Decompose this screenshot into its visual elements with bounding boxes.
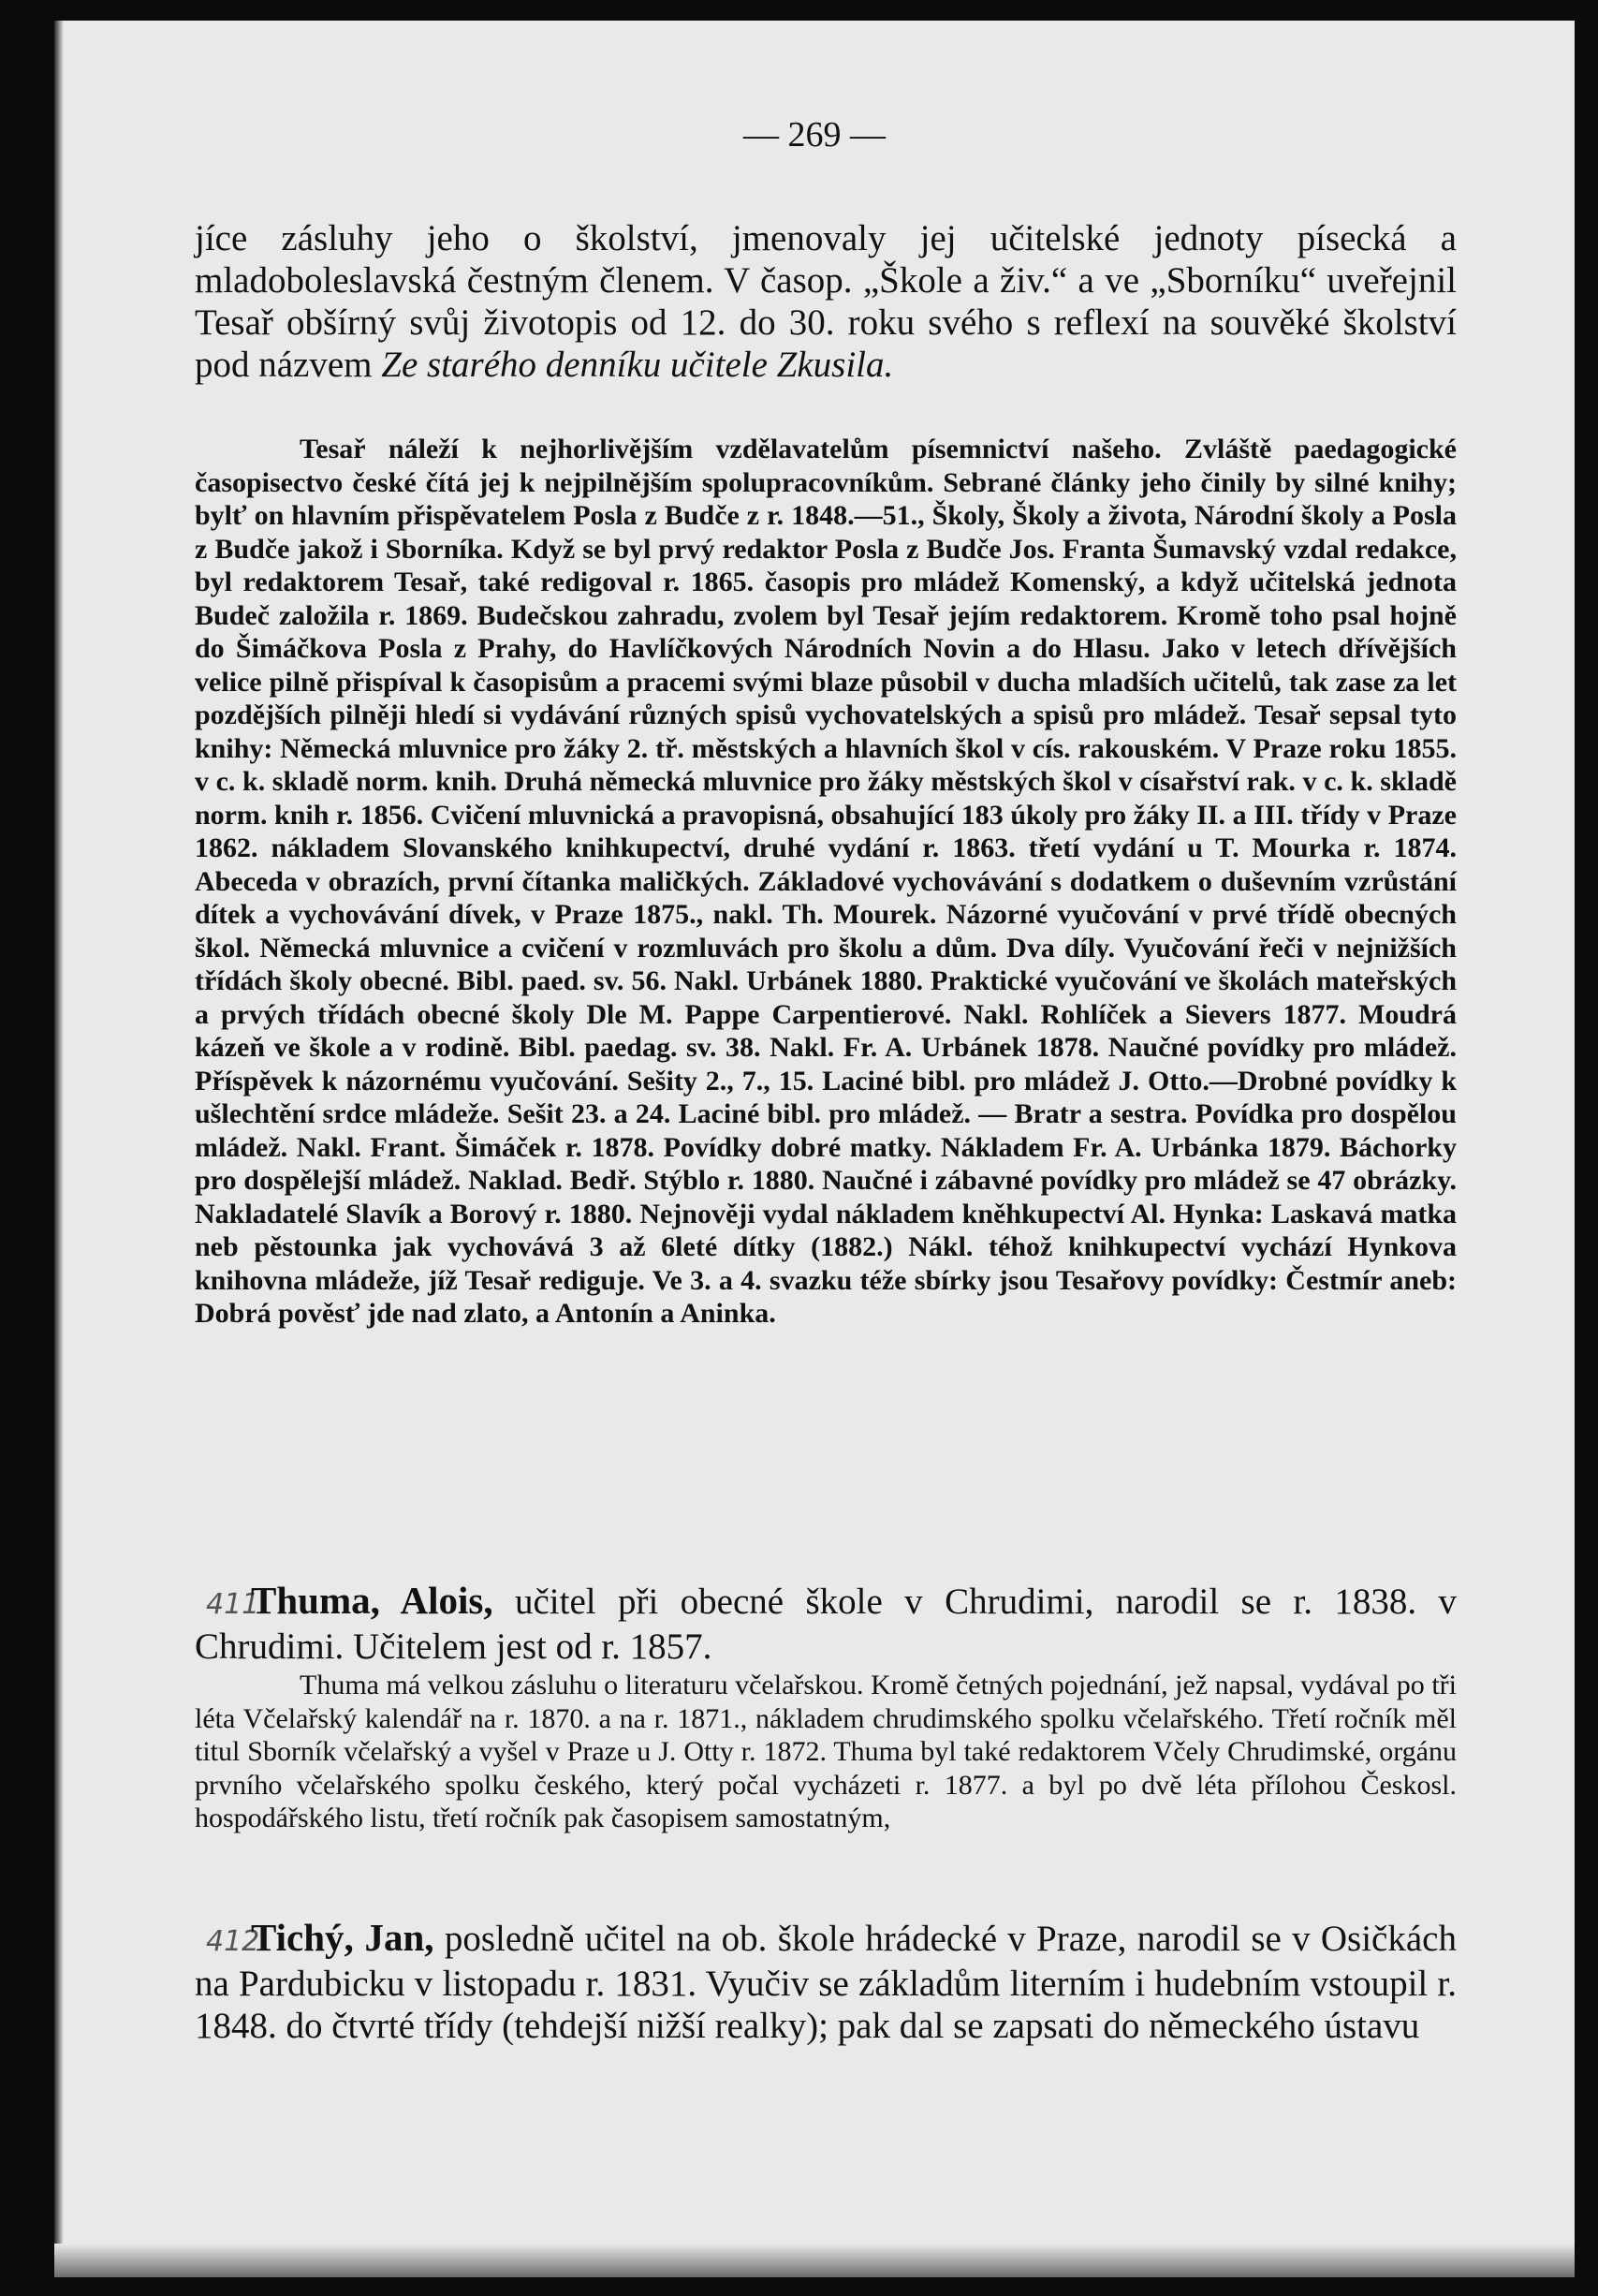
handwritten-number: 411 [206, 1588, 260, 1621]
book-binding-edge [54, 21, 64, 2277]
paragraph-continuation [195, 217, 1457, 386]
entry-name: Thuma, Alois, [251, 1579, 493, 1622]
page-bottom-shadow [54, 2244, 1575, 2277]
paragraph-text: jíce zásluhy jeho o školství, jmenovaly jej učitelské jednoty písecká a mladoboleslavská čestným členem. V časop. „Škole a živ.“ a ve „Sborníku“ uveřejnil Tesař obšírný svůj životopis od 12. do 30. roku svého s reflexí na souvěké školství pod názvem [195, 218, 1457, 385]
handwritten-number: 412 [206, 1925, 260, 1958]
entry-heading-tichy [195, 1917, 1457, 2047]
paragraph-bibliography: Tesař náleží k nejhorlivějším vzdělavatelům písemnictví našeho. Zvláště paedagogické časopisectvo české čítá jej k nejpilnějším spolupracovníkům. Sebrané články jeho činily by silné knihy; bylť on hlavním přispěvatelem Posla z Budče z r. 1848.—51., Školy, Školy a života, Národní školy a Posla z Budče jakož i Sborníka. Když se byl prvý redaktor Posla z Budče Jos. Franta Šumavský vzdal redakce, byl redaktorem Tesař, také redigoval r. 1865. časopis pro mládež Komenský, a když učitelská jednota Budeč založila r. 1869. Budečskou zahradu, zvolem byl Tesař jejím redaktorem. Kromě toho psal hojně do Šimáčkova Posla z Prahy, do Havlíčkových Národních Novin a do Hlasu. Jako v letech dřívějších velice pilně přispíval k časopisům a pracemi svými blaze působil v ducha mladších učitelů, tak zase za let pozdějších pilněji hledí si vydávání různých spisů vychovatelských a spisů pro mládež. Tesař sepsal tyto knihy: Německá mluvnice pro žáky 2. tř. městských a hlavních škol v cís. rakouském. V Praze roku 1855. v c. k. skladě norm. knih. Druhá německá mluvnice pro žáky městských škol v císařství rak. v c. k. skladě norm. knih r. 1856. Cvičení mluvnická a pravopisná, obsahující 183 úkoly pro žáky II. a III. třídy v Praze 1862. nákladem Slovanského knihkupectví, druhé vydání r. 1863. třetí vydání u T. Mourka r. 1874. Abeceda v obrazích, první čítanka maličkých. Základové vychovávání s dodatkem o duševním vzrůstání dítek a vychovávání dívek, v Praze 1875., nakl. Th. Mourek. Názorné vyučování v prvé třídě obecných škol. Německá mluvnice a cvičení v rozmluvách pro školu a dům. Dva díly. Vyučování řeči v nejnižších třídách školy obecné. Bibl. paed. sv. 56. Nakl. Urbánek 1880. Praktické vyučování ve školách mateřských a prvých třídách obecné školy Dle M. Pappe Carpentierové. Nakl. Rohlíček a Sievers 1877. Moudrá kázeň ve škole a v rodině. Bibl. paedag. sv. 38. Nakl. Fr. A. Urbánek 1878. Naučné povídky pro mládež. Příspěvek k názornému vyučování. Sešity 2., 7., 15. Laciné bibl. pro mládež J. Otto.—Drobné povídky k ušlechtění srdce mládeže. Sešit 23. a 24. Laciné bibl. pro mládež. — Bratr a sestra. Povídka pro dospělou mládež. Nakl. Frant. Šimáček r. 1878. Povídky dobré matky. Nákladem Fr. A. Urbánka 1879. Báchorky pro dospělejší mládež. Naklad. Bedř. Stýblo r. 1880. Naučné i zábavné povídky pro mládež se 47 obrázky. Nakladatelé Slavík a Borový r. 1880. Nejnověji vydal nákladem kněhkupectví Al. Hynka: Laskavá matka neb pěstounka jak vychovává 3 až 6leté dítky (1882.) Nákl. téhož knihkupectví vychází Hynkova knihovna mládeže, jíž Tesař rediguje. Ve 3. a 4. svazku téže sbírky jsou Tesařovy povídky: Čestmír aneb: Dobrá pověsť jde nad zlato, a Antonín a Aninka. [195, 434, 1457, 1329]
entry-text: učitel při obecné škole v Chrudimi, narodil se r. 1838. v Chrudimi. Učitelem jest od r. 1857. [195, 1582, 1458, 1667]
paragraph-thuma: Thuma má velkou zásluhu o literaturu včelařskou. Kromě četných pojednání, jež napsal, vydával po tři léta Včelařský kalendář na r. 1870. a na r. 1871., nákladem chrudimského spolku včelařského. Třetí ročník měl titul Sborník včelařský a vyšel v Praze u J. Otty r. 1872. Thuma byl také redaktorem Včely Chrudimské, orgánu prvního včelařského spolku českého, který počal vycházeti r. 1877. a byl po dvě léta přílohou Českosl. hospodářského listu, třetí ročník pak časopisem samostatným, [195, 1670, 1457, 1833]
page-number: — 269 — [743, 115, 886, 155]
book-title-italic: Ze starého denníku učitele Zkusila. [381, 345, 894, 385]
entry-text: posledně učitel na ob. škole hrádecké v Praze, narodil se v Osičkách na Pardubicku v listopadu r. 1831. Vyučiv se základům literním i hudebním vstoupil r. 1848. do čtvrté třídy (tehdejší nižší realky); pak dal se zapsati do německého ústavu [195, 1919, 1457, 2046]
entry-name: Tichý, Jan, [251, 1916, 434, 1959]
scanned-page [54, 21, 1575, 2277]
entry-heading-thuma [195, 1580, 1457, 1668]
